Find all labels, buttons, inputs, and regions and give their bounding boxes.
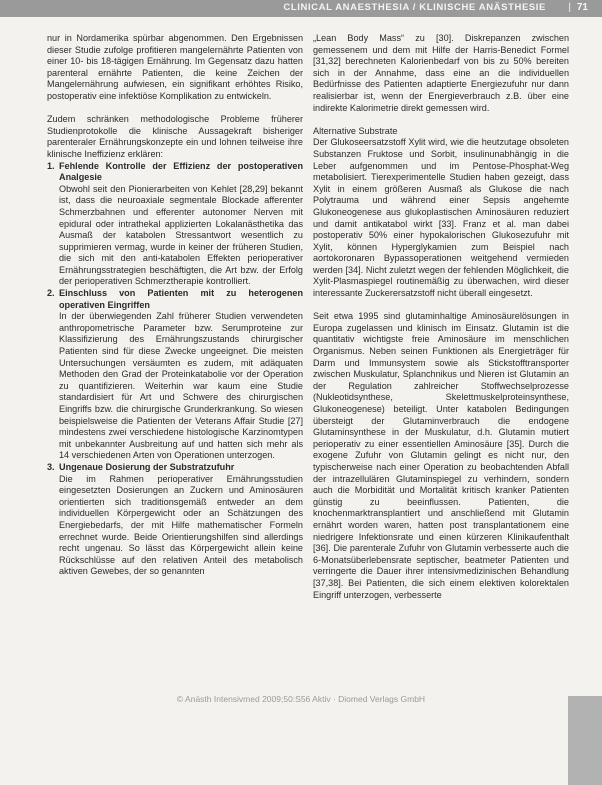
item-number: 2. bbox=[47, 288, 55, 299]
side-tab bbox=[568, 696, 602, 785]
section-heading: Alternative Substrate bbox=[313, 125, 398, 136]
running-header-title: CLINICAL ANAESTHESIA / KLINISCHE ANÄSTHESIE bbox=[283, 2, 546, 13]
item-heading: Ungenaue Dosierung der Substratzufuhr bbox=[59, 461, 235, 472]
item-number: 3. bbox=[47, 461, 55, 472]
item-text: In der überwiegenden Zahl früherer Studien verwendeten anthropometrische Parameter bzw. Serumproteine zur Klassifizierung des Ernährungszustands chirurgischer Patienten sind für diese Zwecke ungeeignet. Die meisten Untersuchungen versäumten es zudem, mit adäquaten Methoden den Grad der Proteinkatabolie vor der Operation zu quantifizieren. Weiterhin war kaum eine Studie standardisiert für Art und Schwere des chirurgischen Eingriffs bzw. die chirurgische Grunderkrankung. So wiesen beispielsweise die Patienten der Veterans Affair Studie [27] mindestens zwei verschiedene histologische Karzinomtypen mit unbekannter Ausbreitung auf und hatten sich mehr als 14 verschiedenen Arten von Operationen unterzogen. bbox=[59, 311, 303, 461]
paragraph: nur in Nordamerika spürbar abgenommen. Den Ergebnissen dieser Studie zufolge profitieren mangelernährte Patienten von einer 10- bis 18-tägigen Ernährung. Im Gegensatz dazu hatten parenteral ernährte Patienten, die keine Zeichen der Mangelernährung aufwiesen, ein signifikant erhöhtes Risiko, postoperativ eine infektiöse Komplikation zu entwickeln. bbox=[47, 33, 303, 101]
numbered-item bbox=[47, 288, 303, 462]
item-text: Obwohl seit den Pionierarbeiten von Kehlet [28,29] bekannt ist, dass die neuroaxiale segmentale Blockade afferenter Schmerzbahnen und efferenter autonomer Nerven mit epidural oder intrathekal applizierten Lokalanästhetika das Ausmaß der katabolen Stressantwort wesentlich zu supprimieren vermag, wurde in keiner der früheren Studien, die sich mit den anti-katabolen Effekten perioperativer Ernährungsstrategien beschäftigten, die Art bzw. der Erfolg der perioperativen Schmerztherapie kontrolliert. bbox=[59, 183, 303, 287]
item-heading: Einschluss von Patienten mit zu heterogenen operativen Eingriffen bbox=[59, 288, 303, 310]
numbered-item bbox=[47, 462, 303, 578]
copyright-footer: © Anästh Intensivmed 2009;50:S56 Aktiv · Diomed Verlags GmbH bbox=[176, 694, 426, 704]
item-number: 1. bbox=[47, 160, 55, 171]
paragraph: „Lean Body Mass“ zu [30]. Diskrepanzen zwischen gemessenem und dem mit Hilfe der Harris-Benedict Formel [31,32] berechneten Kalorienbedarf von bis zu 50% bereiten sich in der Annahme, dass eine an die individuellen Bedürfnisse des Patienten adaptierte Energiezufuhr nur dann realisierbar ist, wenn der Energieverbrauch z.B. über eine indirekte Kalorimetrie direkt gemessen wird. bbox=[313, 33, 569, 113]
numbered-item bbox=[47, 161, 303, 289]
paragraph: Seit etwa 1995 sind glutaminhaltige Aminosäurelösungen in Europa zugelassen und klinisch im Einsatz. Glutamin ist die quantitativ wichtigste freie Aminosäure im menschlichen Organismus. Neben seinen Funktionen als Energieträger für Darm und Immunsystem sowie als Stickstofftransporter zwischen Muskulatur, Splanchnikus und Nieren ist Glutamin an der Regulation zahlreicher Stoffwechselprozesse (Nukleotidsynthese, Skelettmuskelproteinsynthese, Glukoneogenese) beteiligt. Unter katabolen Bedingungen übersteigt der Glutaminverbrauch die endogene Glutaminsynthese in der Muskulatur, d.h. Glutamin mutiert perioperativ zu einer essentiellen Aminosäure [35]. Durch die exogene Zufuhr von Glutamin gelingt es nicht nur, den typischerweise nach einer Operation zu beobachtenden Abfall der intrazellulären Glutaminspiegel zu verhindern, sondern auch die Morbidität und Mortalität kritisch kranker Patienten günstig zu beeinflussen. Patienten, die knochenmarktransplantiert und anschließend mit Glutamin ernährt worden waren, hatten post transplantationem eine niedrigere Infektionsrate und einen kürzeren Klinikaufenthalt [36]. Die parenterale Zufuhr von Glutamin verbesserte auch die 6-Monatsüberlebensrate septischer, beatmeter Patienten und verringerte die Dauer ihrer intensivmedizinischen Behandlung [37,38]. Bei Patienten, die sich einem elektiven kolorektalen Eingriff unterzogen, verbesserte bbox=[313, 311, 569, 600]
item-text: Die im Rahmen perioperativer Ernährungsstudien eingesetzten Dosierungen an Zuckern und Aminosäuren orientierten sich traditionsgemäß entweder an dem individuellen Körpergewicht oder an Schätzungen des Energiebedarfs, der mit Hilfe mathematischer Formeln errechnet wurde. Beide Orientierungshilfen sind allerdings recht ungenau. So lässt das Körpergewicht allein keine Rückschlüsse auf den relativen Anteil des metabolisch aktiven Gewebes, der so genannten bbox=[59, 473, 303, 577]
left-column bbox=[47, 33, 303, 578]
item-heading: Fehlende Kontrolle der Effizienz der postoperativen Analgesie bbox=[59, 160, 303, 183]
paragraph: Zudem schränken methodologische Probleme früherer Studienprotokolle die klinische Aussagekraft bisheriger parenteraler Ernährungskonzepte ein und lohnen teilweise ihre klinische Ineffizienz erklären: bbox=[47, 114, 303, 159]
page-number: 71 bbox=[576, 2, 588, 13]
right-column bbox=[313, 33, 569, 601]
running-header-separator: | bbox=[568, 2, 571, 13]
running-header bbox=[0, 0, 602, 17]
paragraph: Der Glukoseersatzstoff Xylit wird, wie die heutzutage obsoleten Substanzen Fruktose und Sorbit, insulinunabhängig in die Leber aufgenommen und im Pentose-Phosphat-Weg metabolisiert. Tierexperimentelle Studien haben gezeigt, dass Xylit in einem größeren Ausmaß als Glukose die nach Polytrauma und während einer Sepsis angehemte Glukoneogenese aus glukoplastischen Aminosäuren reduziert und damit antikatabol wirkt [33]. Franz et al. man dabei postoperativ 50% einer hypokalorischen Glukosezufuhr mit Xylit, können Hyperglykamien zum Beispiel nach aortokoronaren Bypassoperationen weitgehend vermieden werden [34]. Nicht zuletzt wegen der fehlenden Möglichkeit, die Xylit-Plasmaspiegel routinemäßig zu überwachen, wird dieser interessante Zuckerersatzstoff nicht überall eingesetzt. bbox=[313, 137, 569, 299]
